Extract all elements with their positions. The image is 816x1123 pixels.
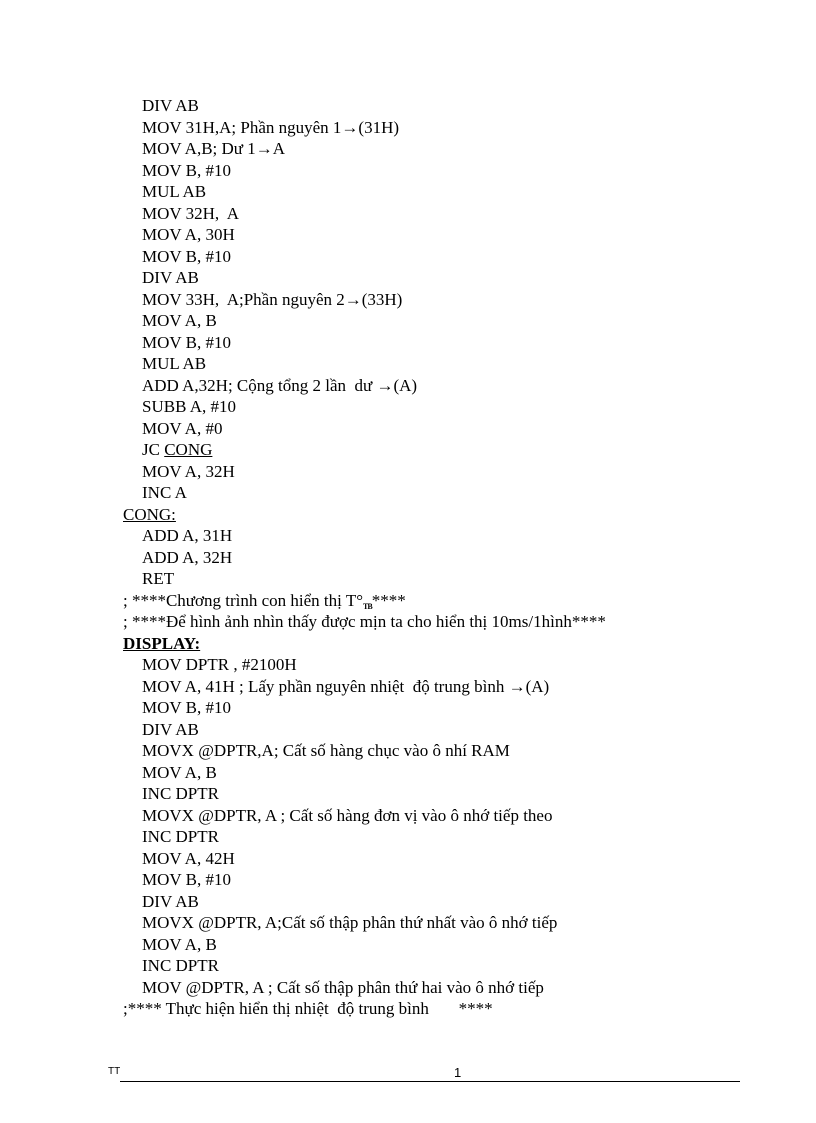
page-number: 1 — [454, 1065, 462, 1080]
code-line: INC DPTR — [142, 956, 219, 975]
code-line: ADD A,32H; Cộng tổng 2 lần dư →(A) — [142, 375, 418, 395]
comment-suffix: **** — [371, 590, 406, 610]
code-line: MOV A, 30H — [142, 225, 235, 244]
comment-line: ; ****Để hình ảnh nhìn thấy được mịn ta cho hiển thị 10ms/1hình**** — [123, 612, 606, 631]
code-line: MUL AB — [142, 354, 207, 373]
code-line: MOV A, B — [142, 762, 217, 782]
code-line: INC DPTR — [142, 784, 219, 803]
code-line: INC DPTR — [142, 827, 219, 846]
footer-initials: TT — [108, 1066, 121, 1077]
temp-subscript: TB — [363, 601, 372, 611]
footer-divider — [120, 1081, 740, 1082]
code-line: MUL AB — [142, 182, 207, 201]
code-line: SUBB A, #10 — [142, 397, 236, 416]
code-line: MOVX @DPTR, A;Cất số thập phân thứ nhất vào ô nhớ tiếp — [142, 913, 558, 932]
code-line: MOV A, 41H ; Lấy phần nguyên nhiệt độ trung bình →(A) — [142, 676, 550, 696]
code-line: MOV A, 42H — [142, 848, 235, 868]
code-line: DIV AB — [142, 96, 199, 115]
code-line: MOV 33H, A;Phần nguyên 2→(33H) — [142, 289, 403, 309]
code-line: MOVX @DPTR, A ; Cất số hàng đơn vị vào ô nhớ tiếp theo — [142, 805, 553, 825]
code-line: DIV AB — [142, 268, 199, 287]
code-line: ADD A, 32H — [142, 547, 233, 567]
code-line: MOV A, 32H — [142, 461, 235, 481]
label-cong: CONG: — [123, 504, 176, 524]
code-line: MOV @DPTR, A ; Cất số thập phân thứ hai vào ô nhớ tiếp — [142, 977, 544, 997]
code-line: MOV B, #10 — [142, 246, 231, 266]
code-line: DIV AB — [142, 719, 199, 739]
code-line: MOV 31H,A; Phần nguyên 1→(31H) — [142, 117, 400, 137]
code-line: DIV AB — [142, 891, 199, 911]
code-line: MOV B, #10 — [142, 332, 231, 352]
code-line: MOV A, #0 — [142, 418, 223, 438]
jc-target-label: CONG — [164, 440, 213, 459]
code-line: MOVX @DPTR,A; Cất số hàng chục vào ô nhí RAM — [142, 741, 510, 760]
code-line: RET — [142, 569, 175, 588]
code-line: MOV A,B; Dư 1→A — [142, 139, 286, 158]
jc-instruction: JC — [142, 440, 165, 459]
code-line: MOV B, #10 — [142, 870, 231, 889]
code-line: MOV B, #10 — [142, 160, 231, 180]
code-line: MOV 32H, A — [142, 203, 239, 223]
code-line: MOV A, B — [142, 311, 217, 330]
code-line: ADD A, 31H — [142, 526, 233, 545]
label-display: DISPLAY: — [123, 633, 201, 653]
code-line: INC A — [142, 483, 187, 502]
code-line: MOV B, #10 — [142, 698, 231, 717]
comment-text: ; ****Chương trình con hiển thị T° — [123, 590, 364, 610]
code-line: MOV DPTR , #2100H — [142, 655, 297, 674]
comment-line: ;**** Thực hiện hiển thị nhiệt độ trung bình **** — [123, 999, 493, 1018]
code-line-jc — [142, 440, 212, 460]
code-line: MOV A, B — [142, 934, 217, 954]
